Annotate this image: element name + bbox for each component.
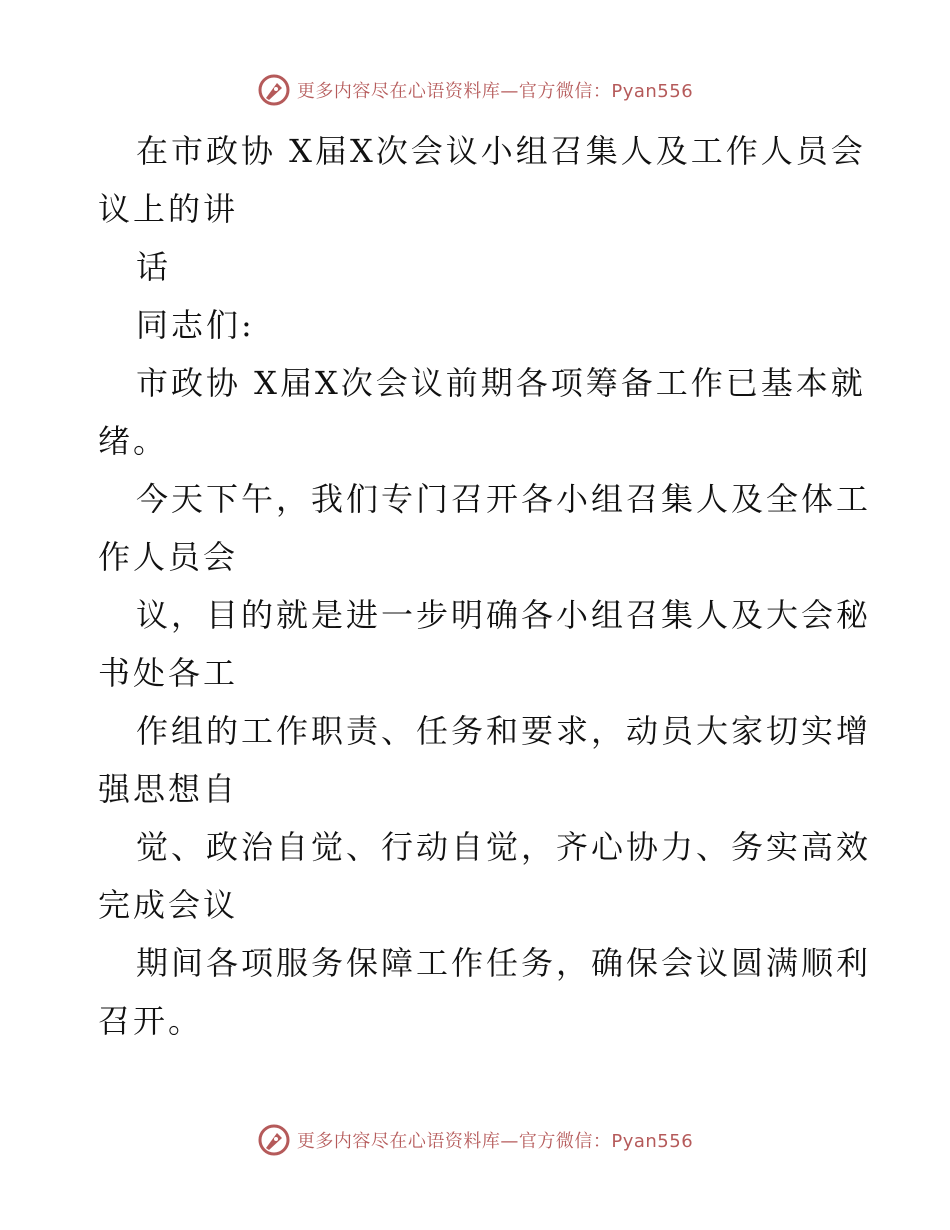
pen-nib-icon [257,73,291,107]
text-line: 绪。 [98,422,169,460]
text-line: 召开。 [98,1002,204,1040]
text-line: 今天下午，我们专门召开各小组召集人及全体工 [136,480,872,518]
pen-nib-icon [257,1123,291,1157]
text-line: 期间各项服务保障工作任务，确保会议圆满顺利 [136,944,872,982]
banner-text: 更多内容尽在心语资料库—官方微信：Pyan556 [296,81,694,102]
text-line: 同志们: [136,306,255,344]
text-line: 完成会议 [98,886,239,924]
banner-text: 更多内容尽在心语资料库—官方微信：Pyan556 [296,1131,694,1152]
text-line: 市政协 X届X次会议前期各项筹备工作已基本就 [136,364,866,402]
document-body [98,122,872,1050]
text-line: 觉、政治自觉、行动自觉，齐心协力、务实高效 [136,828,872,866]
text-line: 在市政协 X届X次会议小组召集人及工作人员会 [136,132,866,170]
text-line: 作组的工作职责、任务和要求，动员大家切实增 [136,712,872,750]
header-banner [0,70,950,110]
text-line: 强思想自 [98,770,239,808]
footer-banner [0,1120,950,1160]
text-line: 话 [136,248,172,286]
text-line: 作人员会 [98,538,239,576]
text-line: 议，目的就是进一步明确各小组召集人及大会秘 [136,596,872,634]
text-line: 议上的讲 [98,190,239,228]
text-line: 书处各工 [98,654,239,692]
